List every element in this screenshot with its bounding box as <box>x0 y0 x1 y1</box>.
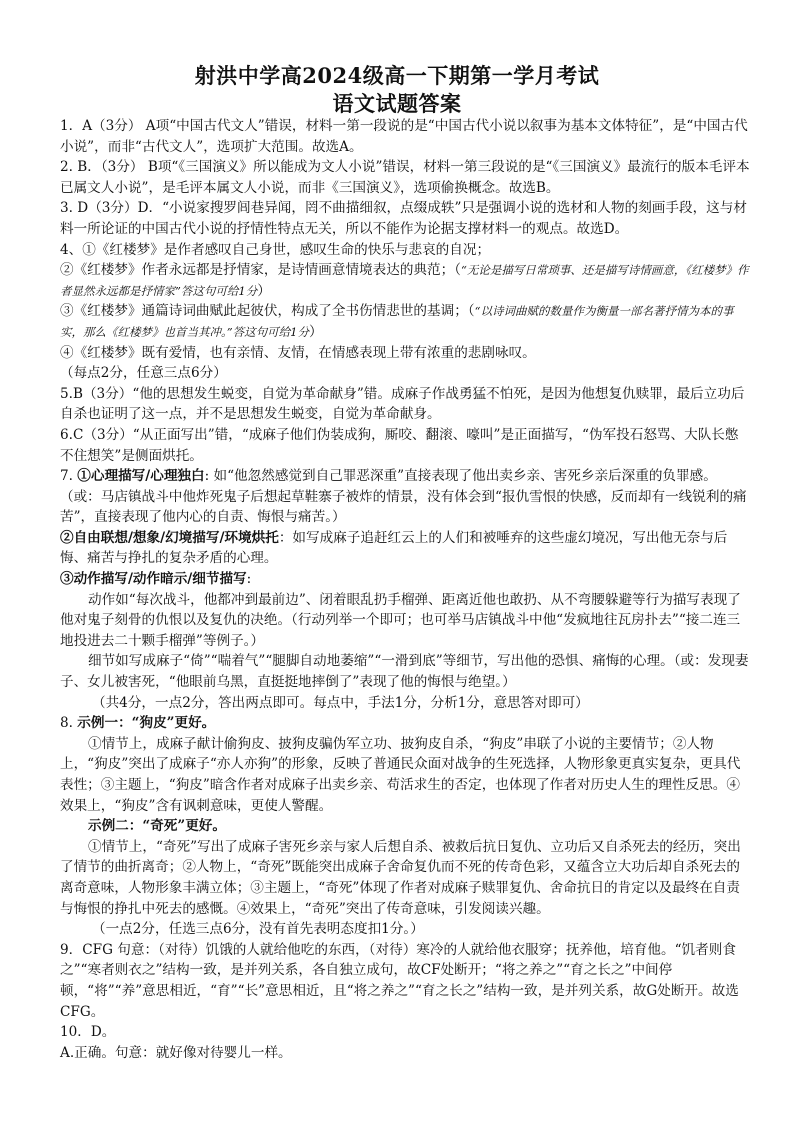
answer-q8-example1: 示例一：“狗皮”更好。 <box>77 715 216 732</box>
answer-q7-point3 <box>60 569 750 590</box>
answer-q4-point1: 4、①《红楼梦》是作者感叹自己身世，感叹生命的快乐与悲哀的自况； <box>60 241 491 258</box>
answer-q4-score: （每点2分，任意三点6分） <box>60 365 227 382</box>
answer-q10: 10．D。 <box>60 1024 116 1041</box>
answer-q8-example1-text: ①情节上，成麻子献计偷狗皮、披狗皮骗伪军立功、披狗皮自杀，“狗皮”串联了小说的主要情节；②人物上，“狗皮”突出了成麻子“亦人亦狗”的形象，反映了普通民众面对战争的生死选择，人物形象更真实复杂，更具代表性；③主题上，“狗皮”暗含作者对成麻子出卖乡亲、苟活求生的否定，也体现了作者对历史人生的理性反思。④效果上，“狗皮”含有讽刺意味，更使人警醒。 <box>60 735 741 814</box>
answer-q9: 9．CFG 句意：（对待）饥饿的人就给他吃的东西，（对待）寒冷的人就给他衣服穿；抚养他，培育他。“饥者则食之”“寒者则衣之”结构一致，是并列关系，各自独立成句，故CF处断开；“将之养之”“育之长之”中间停顿，“将”“养”意思相近，“育”“长”意思相近，且“将之养之”“育之长之”结构一致，是并列关系，故G处断开。故选CFG。 <box>60 941 739 1020</box>
answer-q6: 6.C（3分）“从正面写出”错，“成麻子他们伪装成狗，厮咬、翻滚、嚎叫”是正面描写，“伪军投石怒骂、大队长憋不住想笑”是侧面烘托。 <box>60 426 739 464</box>
answer-q7-heading1: ①心理描写/心理独白 <box>77 468 205 485</box>
answer-q5: 5.B（3分）“他的思想发生蜕变，自觉为革命献身”错。成麻子作战勇猛不怕死，是因为他想复仇赎罪，最后立功后自杀也证明了这一点，并不是思想发生蜕变，自觉为革命献身。 <box>60 385 745 423</box>
answer-q7-text2: ：如写成麻子追赶红云上的人们和被唾弃的这些虚幻境况，写出他无奈与后悔、痛苦与挣扎的复杂矛盾的心理。 <box>60 529 728 567</box>
answer-q8-example2: 示例二：“奇死”更好。 <box>88 818 226 835</box>
question-number: 7. <box>60 468 78 485</box>
answer-q7-text1: : 如“他忽然感觉到自己罪恶深重”直接表现了他出卖乡亲、害死乡亲后深重的负罪感。（或：马店镇战斗中他炸死鬼子后想起草鞋寨子被炸的情景，没有体会到“报仇雪恨的快感，反而却有一线锐利的痛苦”，直接表现了他内心的自责、悔恨与痛苦。） <box>60 468 747 526</box>
answer-q8-example1-head <box>60 713 750 734</box>
question-number: 8. <box>60 715 78 732</box>
answer-q8-score: （一点2分，任选三点6分，没有首先表明态度扣1分。） <box>92 921 424 938</box>
answer-q4-point3 <box>60 301 750 342</box>
answer-q8-example2-text: ①情节上，“奇死”写出了成麻子害死乡亲与家人后想自杀、被救后抗日复仇、立功后又自杀死去的经历，突出了情节的曲折离奇；②人物上，“奇死”既能突出成麻子舍命复仇而不死的传奇色彩，又蕴含立大功后却自杀死去的离奇意味，人物形象丰满立体；③主题上，“奇死”体现了作者对成麻子赎罪复仇、舍命抗日的肯定以及最终在自责与悔恨的挣扎中死去的感慨。④效果上，“奇死”突出了传奇意味，引发阅读兴趣。 <box>60 838 741 917</box>
answer-q4-point3-text: ③《红楼梦》通篇诗词曲赋此起彼伏，构成了全书伤情悲世的基调；（ <box>60 303 475 320</box>
answer-q4-point2-text: ②《红楼梦》作者永远都是抒情家，是诗情画意情境表达的典范；（ <box>60 262 462 279</box>
answer-q7-heading3: ③动作描写/动作暗示/细节描写 <box>60 571 247 588</box>
answer-q4-point3-note: “以诗词曲赋的数量作为衡量一部名著抒情为本的事实，那么《红楼梦》也首当其冲。”答这句可给1分 <box>60 304 734 339</box>
answer-q7-point2 <box>60 528 750 569</box>
close-paren: ） <box>257 282 271 299</box>
answer-q7-heading2: ②自由联想/想象/幻境描写/环境烘托 <box>60 529 279 546</box>
answer-q4-point2-note: “无论是描写日常琐事、还是描写诗情画意，《红楼梦》作者显然永远都是抒情家”答这句可给1分 <box>60 263 749 298</box>
answer-q10-option-a: A.正确。句意：就好像对待婴儿一样。 <box>60 1044 292 1061</box>
answer-content <box>60 116 750 1063</box>
page-subtitle: 语文试题答案 <box>332 91 462 116</box>
close-paren: ） <box>308 323 323 340</box>
answer-q1: 1．A（3分） A项“中国古代文人”错误，材料一第一段说的是“中国古代小说以叙事为基本文体特征”，是“中国古代小说”，而非“古代文人”，选项扩大范围。故选A。 <box>60 118 748 155</box>
page-title: 射洪中学高2024级高一下期第一学月考试 <box>194 63 600 88</box>
answer-q7-action: 动作如“每次战斗，他都冲到最前边”、闭着眼乱扔手榴弹、距离近他也敢扔、从不弯腰躲避等行为描写表现了他对鬼子刻骨的仇恨以及复仇的决绝。（行动列举一个即可；也可举马店镇战斗中他“发疯地往瓦房扑去”“接二连三地投进去二十颗手榴弹”等例子。） <box>60 591 741 649</box>
answer-q7-point1 <box>60 466 750 528</box>
colon: : <box>246 571 252 588</box>
answer-q2: 2. B．（3分） B项“《三国演义》所以能成为文人小说”错误，材料一第三段说的是“《三国演义》最流行的版本毛评本已属文人小说”，是毛评本属文人小说，而非《三国演义》，选项偷换概念。故选B。 <box>60 159 750 196</box>
answer-q4-point4: ④《红楼梦》既有爱情，也有亲情、友情，在情感表现上带有浓重的悲剧咏叹。 <box>60 344 536 361</box>
answer-q3: 3. D（3分）D．“小说家搜罗闾巷异闻，罔不曲描细叙，点缀成轶”只是强调小说的选材和人物的刻画手段，这与材料一所论证的中国古代小说的抒情性特点无关，所以不能作为论据支撑材料一的观点。故选D。 <box>60 200 747 237</box>
answer-q7-score: （共4分，一点2分，答出两点即可。每点中，手法1分，分析1分，意思答对即可） <box>92 694 589 711</box>
answer-q7-detail: 细节如写成麻子“倚”“喘着气”“腿脚自动地萎缩”“一滑到底”等细节，写出他的恐惧、痛悔的心理。（或：发现妻子、女儿被害死，“他眼前乌黑，直挺挺地摔倒了”表现了他的悔恨与绝望。） <box>60 653 749 691</box>
answer-q8-example2-head <box>60 816 750 837</box>
answer-q4-point2 <box>60 260 750 301</box>
